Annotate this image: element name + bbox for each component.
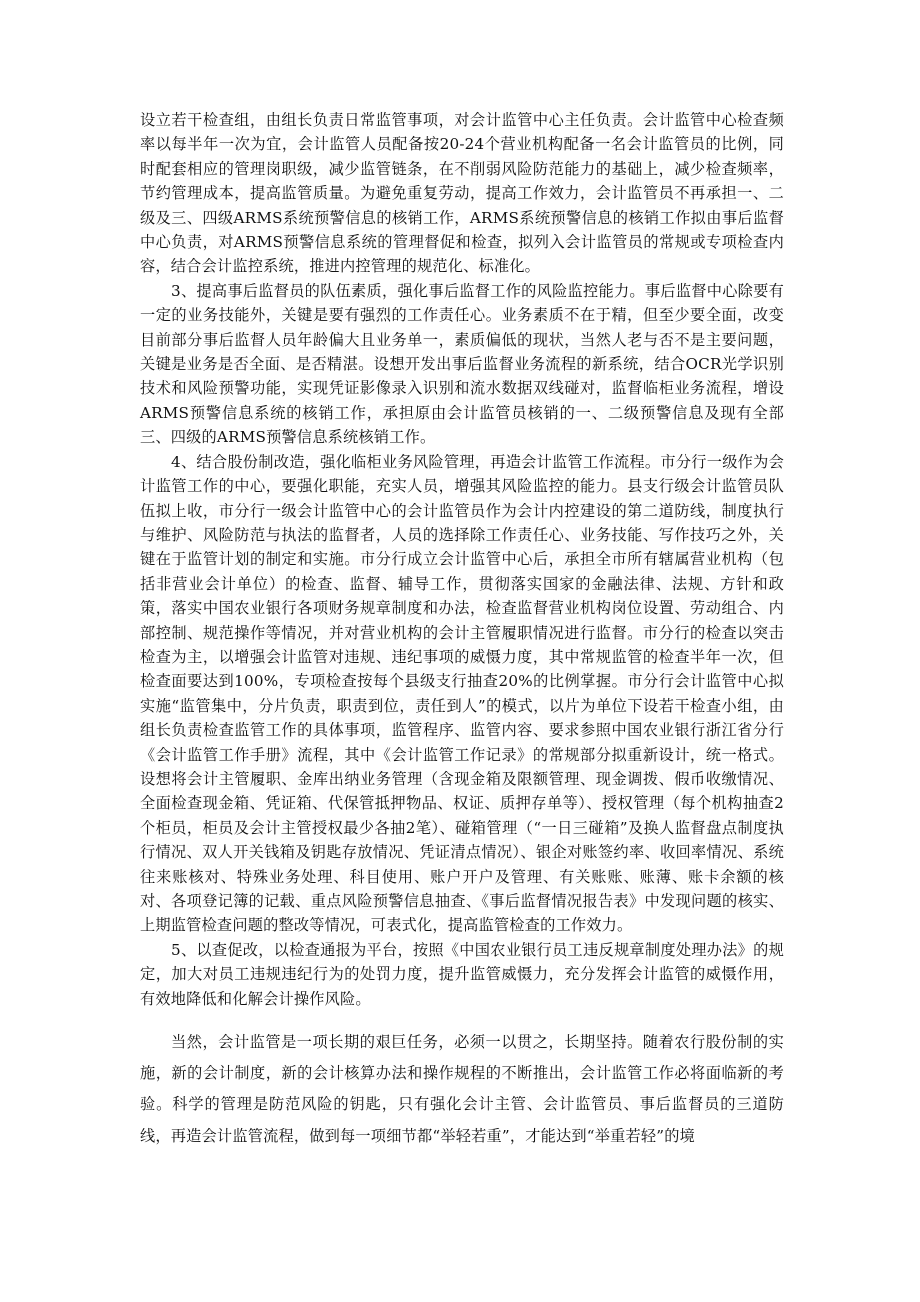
closing-paragraph: 当然，会计监管是一项长期的艰巨任务，必须一以贯之，长期坚持。随着农行股份制的实施，新的会计制度，新的会计核算办法和操作规程的不断推出，会计监管工作必将面临新的考验。科学的管理是防范风险的钥匙，只有强化会计主管、会计监管员、事后监督员的三道防线，再造会计监管流程，做到每一项细节都“举轻若重”，才能达到“举重若轻”的境	[140, 1033, 784, 1145]
paragraph-1: 设立若干检查组，由组长负责日常监管事项，对会计监管中心主任负责。会计监管中心检查频率以每半年一次为宜，会计监管人员配备按20-24个营业机构配备一名会计监管员的比例，同时配套相应的管理岗职级，减少监管链条，在不削弱风险防范能力的基础上，减少检查频率，节约管理成本，提高监管质量。为避免重复劳动，提高工作效力，会计监管员不再承担一、二级及三、四级ARMS系统预警信息的核销工作，ARMS系统预警信息的核销工作拟由事后监督中心负责，对ARMS预警信息系统的管理督促和检查，拟列入会计监管员的常规或专项检查内容，结合会计监控系统，推进内控管理的规范化、标准化。	[140, 111, 784, 276]
paragraph-2: 3、提高事后监督员的队伍素质，强化事后监督工作的风险监控能力。事后监督中心除要有一定的业务技能外，关键是要有强烈的工作责任心。业务素质不在于精，但至少要全面，改变目前部分事后监督人员年龄偏大且业务单一，素质偏低的现状，当然人老与否不是主要问题，关键是业务是否全面、是否精湛。设想开发出事后监督业务流程的新系统，结合OCR光学识别技术和风险预警功能，实现凭证影像录入识别和流水数据双线碰对，监督临柜业务流程，增设ARMS预警信息系统的核销工作，承担原由会计监管员核销的一、二级预警信息及现有全部三、四级的ARMS预警信息系统核销工作。	[140, 281, 784, 447]
document-body	[140, 108, 784, 1167]
paragraph-3: 4、结合股份制改造，强化临柜业务风险管理，再造会计监管工作流程。市分行一级作为会计监管工作的中心，要强化职能，充实人员，增强其风险监控的能力。县支行级会计监管员队伍拟上收，市分行一级会计监管中心的会计监管员作为会计内控建设的第二道防线，制度执行与维护、风险防范与执法的监督者，人员的选择除工作责任心、业务技能、写作技巧之外，关键在于监管计划的制定和实施。市分行成立会计监管中心后，承担全市所有辖属营业机构（包括非营业会计单位）的检查、监督、辅导工作，贯彻落实国家的金融法律、法规、方针和政策，落实中国农业银行各项财务规章制度和办法，检查监督营业机构岗位设置、劳动组合、内部控制、规范操作等情况，并对营业机构的会计主管履职情况进行监督。市分行的检查以突击检查为主，以增强会计监管对违规、违纪事项的威慑力度，其中常规监管的检查半年一次，但检查面要达到100%，专项检查按每个县级支行抽查20%的比例掌握。市分行会计监管中心拟实施“监管集中，分片负责，职责到位，责任到人”的模式，以片为单位下设若干检查小组，由组长负责检查监管工作的具体事项，监管程序、监管内容、要求参照中国农业银行浙江省分行《会计监管工作手册》流程，其中《会计监管工作记录》的常规部分拟重新设计，统一格式。设想将会计主管履职、金库出纳业务管理（含现金箱及限额管理、现金调拨、假币收缴情况、全面检查现金箱、凭证箱、代保管抵押物品、权证、质押存单等）、授权管理（每个机构抽查2个柜员，柜员及会计主管授权最少各抽2笔）、碰箱管理（“一日三碰箱”及换人监督盘点制度执行情况、双人开关钱箱及钥匙存放情况、凭证清点情况）、银企对账签约率、收回率情况、系统往来账核对、特殊业务处理、科目使用、账户开户及管理、有关账账、账薄、账卡余额的核对、各项登记簿的记载、重点风险预警信息抽查、《事后监督情况报告表》中发现问题的核实、上期监管检查问题的整改等情况，可表式化，提高监管检查的工作效力。	[140, 452, 784, 935]
paragraph-4: 5、以查促改，以检查通报为平台，按照《中国农业银行员工违反规章制度处理办法》的规定，加大对员工违规违纪行为的处罚力度，提升监管威慑力，充分发挥会计监管的威慑作用，有效地降低和化解会计操作风险。	[140, 940, 784, 1008]
